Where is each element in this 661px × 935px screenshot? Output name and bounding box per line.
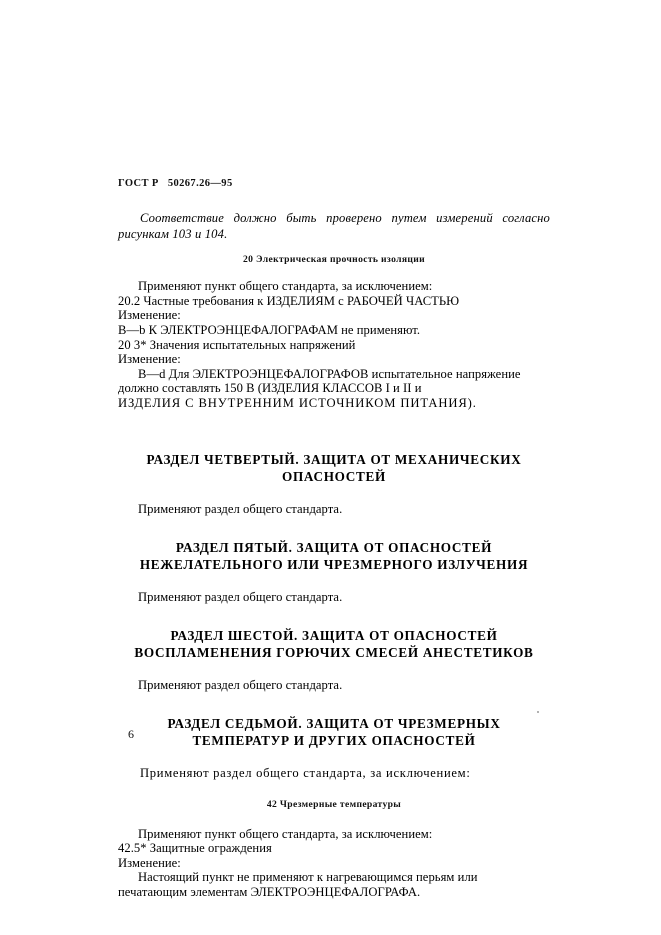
spacer-before-part-four [118, 421, 550, 451]
clause-20-line-2: 20.2 Частные требования к ИЗДЕЛИЯМ с РАБОЧЕЙ ЧАСТЬЮ [118, 293, 460, 308]
intro-paragraph: Соответствие должно быть проверено путем измерений согласно рисункам 103 и 104. [118, 211, 550, 241]
clause-20-line-6: Изменение: [118, 352, 181, 367]
clause-42-body [118, 827, 550, 900]
clause-42-line-2: 42.5* Защитные ограждения [118, 841, 272, 856]
part-six-title [118, 627, 550, 661]
part-seven-title [118, 715, 550, 749]
part-six-title-line1: РАЗДЕЛ ШЕСТОЙ. ЗАЩИТА ОТ ОПАСНОСТЕЙ [170, 627, 498, 643]
spacer-before-part-seven [118, 693, 550, 715]
part-five-title [118, 539, 550, 573]
spacer-before-part-six [118, 605, 550, 627]
clause-42-line-1: Применяют пункт общего стандарта, за исключением: [138, 826, 433, 841]
spacer-part-four [118, 485, 550, 502]
clause-20-line-1: Применяют пункт общего стандарта, за исключением: [138, 279, 433, 294]
page-number: 6 [128, 727, 134, 741]
part-four-body: Применяют раздел общего стандарта. [138, 501, 343, 516]
part-five-title-line2: НЕЖЕЛАТЕЛЬНОГО ИЛИ ЧРЕЗМЕРНОГО ИЗЛУЧЕНИЯ [139, 556, 529, 572]
clause-20-body [118, 279, 550, 410]
clause-42-line-5: печатающим элементам ЭЛЕКТРОЭНЦЕФАЛОГРАФА. [118, 884, 421, 899]
spacer-before-clause-42 [118, 781, 550, 799]
spacer-part-six [118, 661, 550, 678]
part-seven-body: Применяют раздел общего стандарта, за исключением: [140, 765, 471, 780]
part-four-title [118, 451, 550, 485]
part-four-title-line2: ОПАСНОСТЕЙ [282, 468, 386, 484]
clause-42-heading: 42 Чрезмерные температуры [266, 798, 402, 810]
spacer-before-part-five [118, 517, 550, 539]
clause-20-line-8: ИЗДЕЛИЯ С ВНУТРЕННИМ ИСТОЧНИКОМ ПИТАНИЯ). [118, 395, 477, 410]
part-six-body: Применяют раздел общего стандарта. [138, 677, 343, 692]
clause-42-line-3: Изменение: [118, 855, 181, 870]
clause-20-line-3: Изменение: [118, 308, 181, 323]
clause-20-line-5: 20 3* Значения испытательных напряжений [118, 337, 356, 352]
spacer-part-five [118, 573, 550, 590]
clause-20-line-7: В—d Для ЭЛЕКТРОЭНЦЕФАЛОГРАФОВ испытательное напряжение должно составлять 150 В (ИЗДЕЛИЯ КЛАССОВ I и II и [118, 366, 524, 396]
clause-42-line-4: Настоящий пункт не применяют к нагревающимся перьям или [138, 870, 478, 885]
part-seven-title-line1: РАЗДЕЛ СЕДЬМОЙ. ЗАЩИТА ОТ ЧРЕЗМЕРНЫХ [167, 715, 501, 731]
part-seven-title-line2: ТЕМПЕРАТУР И ДРУГИХ ОПАСНОСТЕЙ [192, 732, 476, 748]
part-five-body: Применяют раздел общего стандарта. [138, 589, 343, 604]
clause-20-heading: 20 Электрическая прочность изоляции [242, 254, 426, 266]
running-head: ГОСТ Р 50267.26—95 [118, 178, 233, 189]
part-six-title-line2: ВОСПЛАМЕНЕНИЯ ГОРЮЧИХ СМЕСЕЙ АНЕСТЕТИКОВ [134, 644, 534, 660]
spacer-clause-42 [118, 810, 550, 827]
part-four-title-line1: РАЗДЕЛ ЧЕТВЕРТЫЙ. ЗАЩИТА ОТ МЕХАНИЧЕСКИХ [146, 451, 522, 467]
spacer-part-seven [118, 749, 550, 766]
page-content [118, 178, 550, 910]
scan-speck-artifact [537, 711, 539, 713]
part-five-title-line1: РАЗДЕЛ ПЯТЫЙ. ЗАЩИТА ОТ ОПАСНОСТЕЙ [175, 539, 493, 555]
clause-20-line-4: В—b К ЭЛЕКТРОЭНЦЕФАЛОГРАФАМ не применяют. [118, 322, 421, 337]
